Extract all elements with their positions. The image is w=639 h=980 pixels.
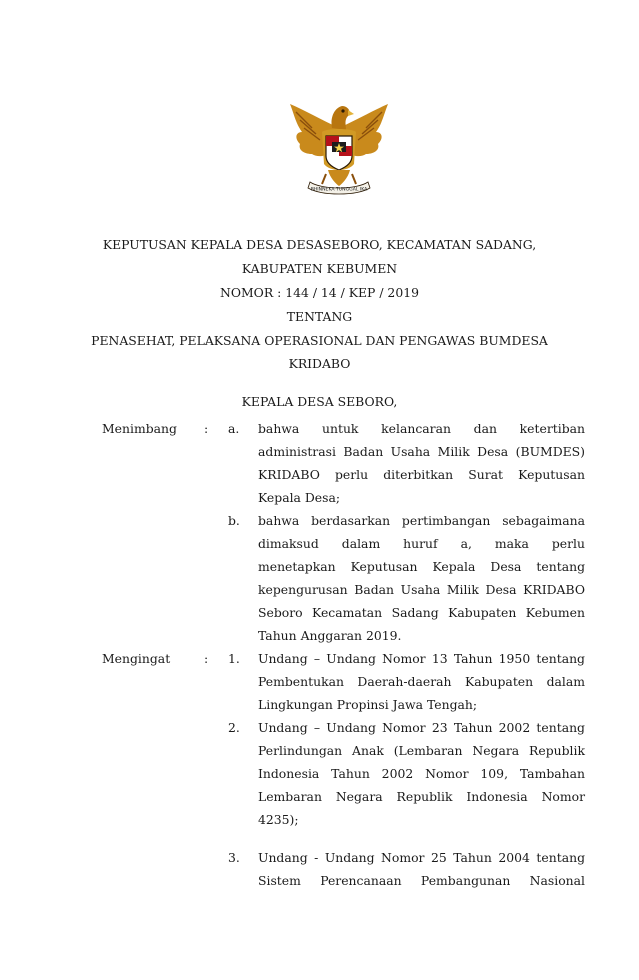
mengingat-marker-1: 1.	[228, 651, 240, 666]
decree-subject-line-2: KRIDABO	[288, 356, 351, 371]
menimbang-b-line: menetapkan Keputusan Kepala Desa tentang	[258, 559, 585, 574]
mengingat-colon: :	[204, 651, 209, 666]
decree-title-line-1: KEPUTUSAN KEPALA DESA DESASEBORO, KECAMATAN SADANG,	[102, 237, 537, 252]
menimbang-b-line: kepengurusan Badan Usaha Milik Desa KRIDABO	[258, 582, 585, 597]
mengingat-3-line: Undang - Undang Nomor 25 Tahun 2004 tentang	[258, 850, 585, 865]
mengingat-2-line: Perlindungan Anak (Lembaran Negara Republik	[258, 743, 585, 758]
decree-tentang: TENTANG	[286, 309, 353, 324]
decree-title-line-2: KABUPATEN KEBUMEN	[241, 261, 398, 276]
mengingat-2-line: Undang – Undang Nomor 23 Tahun 2002 tentang	[258, 720, 585, 735]
menimbang-a-line: bahwa untuk kelancaran dan ketertiban	[258, 421, 585, 436]
garuda-icon	[282, 98, 396, 198]
menimbang-marker-a: a.	[228, 421, 240, 436]
menimbang-a-line: KRIDABO perlu diterbitkan Surat Keputusan	[258, 467, 585, 482]
mengingat-2-line: 4235);	[258, 812, 299, 827]
mengingat-1-line: Lingkungan Propinsi Jawa Tengah;	[258, 697, 478, 712]
decree-subject-line-1: PENASEHAT, PELAKSANA OPERASIONAL DAN PENGAWAS BUMDESA	[91, 333, 548, 348]
mengingat-3-line: Sistem Perencanaan Pembangunan Nasional	[258, 873, 585, 888]
mengingat-label: Mengingat	[102, 651, 171, 666]
mengingat-2-line: Lembaran Negara Republik Indonesia Nomor	[258, 789, 585, 804]
mengingat-1-line: Undang – Undang Nomor 13 Tahun 1950 tentang	[258, 651, 585, 666]
decree-number: NOMOR : 144 / 14 / KEP / 2019	[220, 285, 419, 300]
menimbang-a-line: administrasi Badan Usaha Milik Desa (BUMDES)	[258, 444, 585, 459]
menimbang-label: Menimbang	[102, 421, 177, 436]
garuda-pancasila-emblem	[282, 98, 396, 198]
emblem-motto: BHINNEKA TUNGGAL IKA	[310, 187, 368, 193]
menimbang-colon: :	[204, 421, 209, 436]
menimbang-b-line: Seboro Kecamatan Sadang Kabupaten Kebumen	[258, 605, 585, 620]
mengingat-marker-2: 2.	[228, 720, 240, 735]
mengingat-marker-3: 3.	[228, 850, 240, 865]
menimbang-a-line: Kepala Desa;	[258, 490, 341, 505]
menimbang-b-line: dimaksud dalam huruf a, maka perlu	[258, 536, 585, 551]
mengingat-1-line: Pembentukan Daerah-daerah Kabupaten dalam	[258, 674, 585, 689]
menimbang-marker-b: b.	[228, 513, 240, 528]
mengingat-2-line: Indonesia Tahun 2002 Nomor 109, Tambahan	[258, 766, 585, 781]
decree-issuer: KEPALA DESA SEBORO,	[241, 394, 398, 409]
menimbang-b-line: Tahun Anggaran 2019.	[258, 628, 402, 643]
menimbang-b-line: bahwa berdasarkan pertimbangan sebagaimana	[258, 513, 585, 528]
